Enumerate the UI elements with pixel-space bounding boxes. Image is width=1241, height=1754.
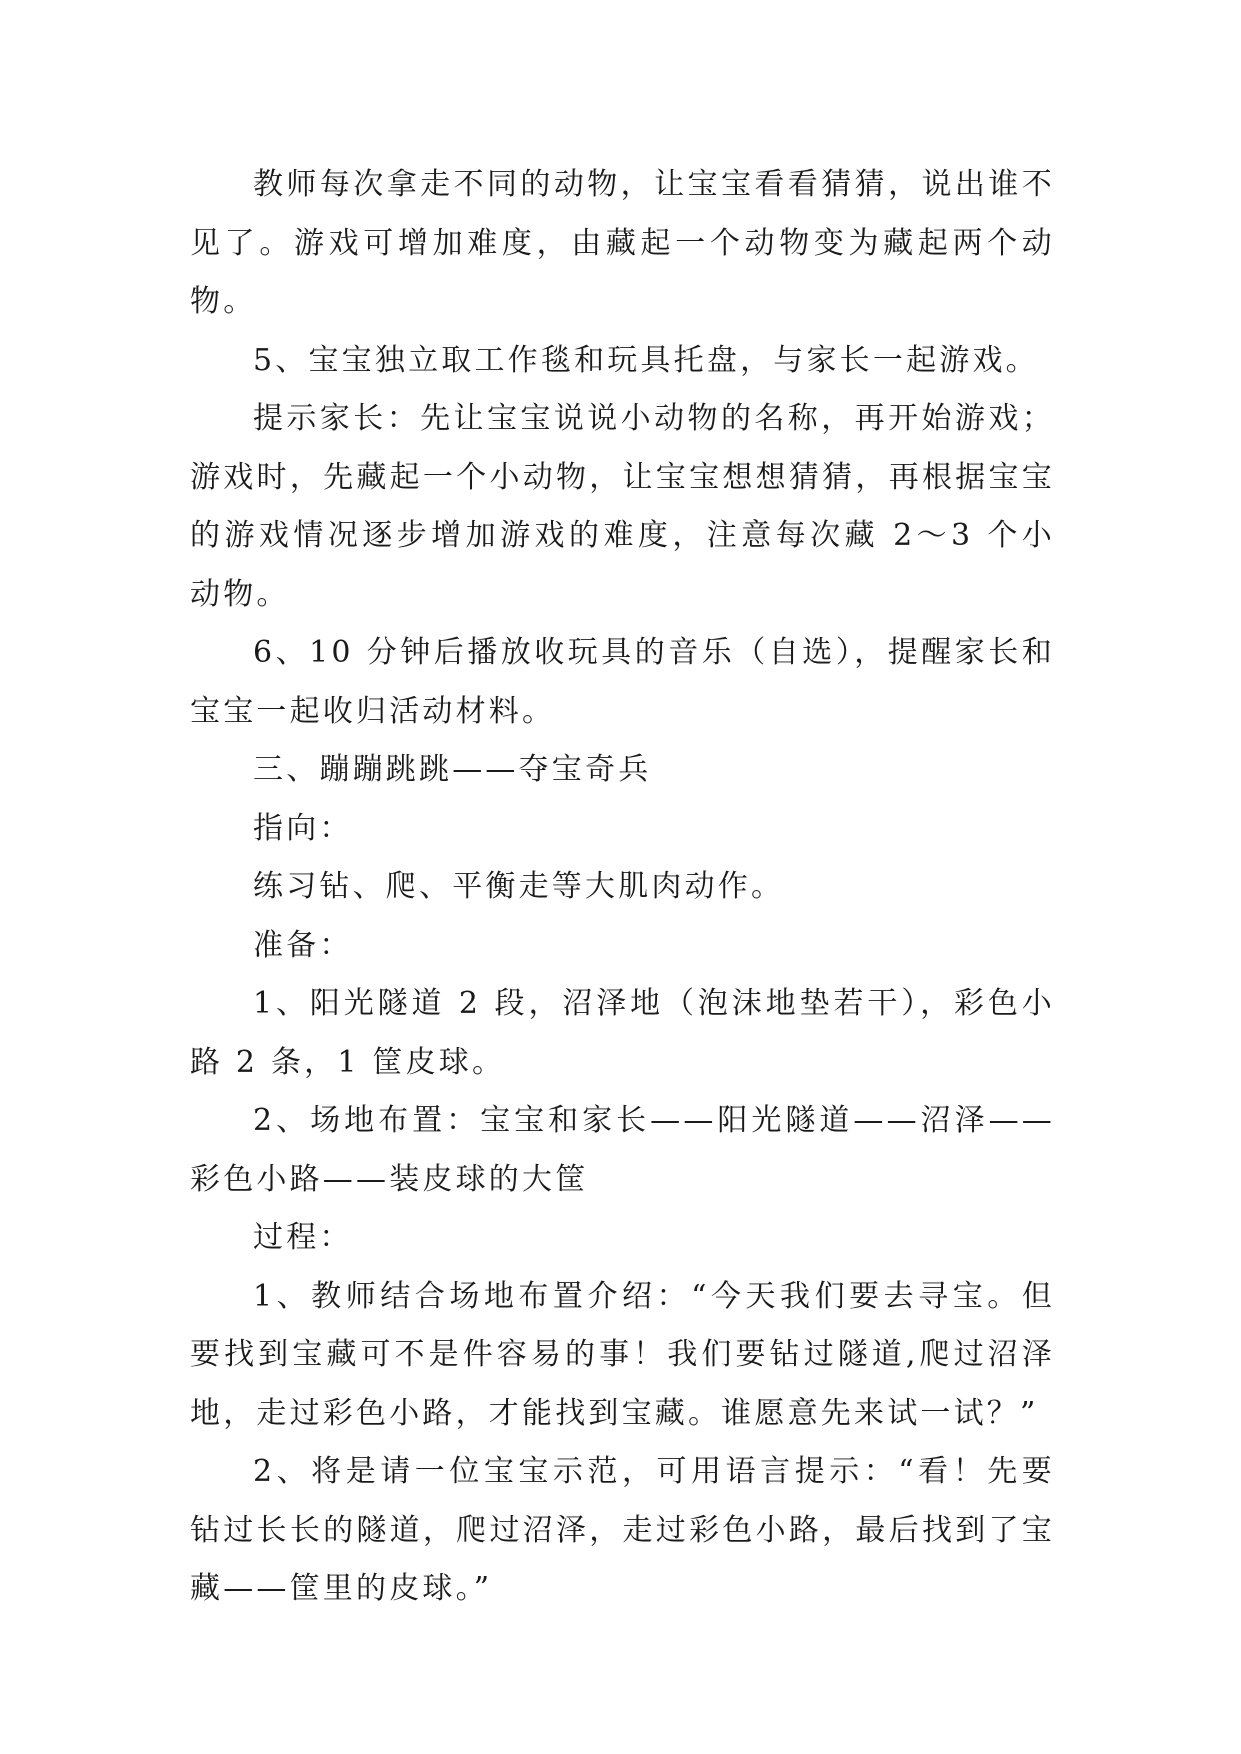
- paragraph-preparation-1: 1、阳光隧道 2 段，沼泽地（泡沫地垫若干），彩色小路 2 条，1 筐皮球。: [190, 986, 1055, 1080]
- label-preparation: 准备：: [253, 927, 353, 963]
- paragraph-step-6: 6、10 分钟后播放收玩具的音乐（自选），提醒家长和宝宝一起收归活动材料。: [190, 635, 1055, 729]
- paragraph-teacher-hides-animals: 教师每次拿走不同的动物，让宝宝看看猜猜，说出谁不见了。游戏可增加难度，由藏起一个动物变为藏起两个动物。: [190, 167, 1055, 319]
- paragraph-preparation-2: 2、场地布置：宝宝和家长——阳光隧道——沼泽——彩色小路——装皮球的大筐: [190, 1103, 1055, 1197]
- paragraph-process-2: 2、将是请一位宝宝示范，可用语言提示：“看！先要钻过长长的隧道，爬过沼泽，走过彩色小路，最后找到了宝藏——筐里的皮球。”: [190, 1454, 1055, 1606]
- section-heading-3: 三、蹦蹦跳跳——夺宝奇兵: [253, 752, 652, 787]
- paragraph-process-1: 1、教师结合场地布置介绍：“今天我们要去寻宝。但要找到宝藏可不是件容易的事！我们要钻过隧道,爬过沼泽地，走过彩色小路，才能找到宝藏。谁愿意先来试一试？”: [190, 1278, 1055, 1431]
- paragraph-objective: 练习钻、爬、平衡走等大肌肉动作。: [253, 869, 785, 904]
- paragraph-parent-tips: 提示家长：先让宝宝说说小动物的名称，再开始游戏；游戏时，先藏起一个小动物，让宝宝想想猜猜，再根据宝宝的游戏情况逐步增加游戏的难度，注意每次藏 2～3 个小动物。: [190, 401, 1055, 612]
- document-body: [190, 156, 1055, 1619]
- paragraph-step-5: 5、宝宝独立取工作毯和玩具托盘，与家长一起游戏。: [253, 342, 1039, 378]
- label-objective: 指向：: [253, 810, 353, 846]
- label-process: 过程：: [253, 1220, 353, 1255]
